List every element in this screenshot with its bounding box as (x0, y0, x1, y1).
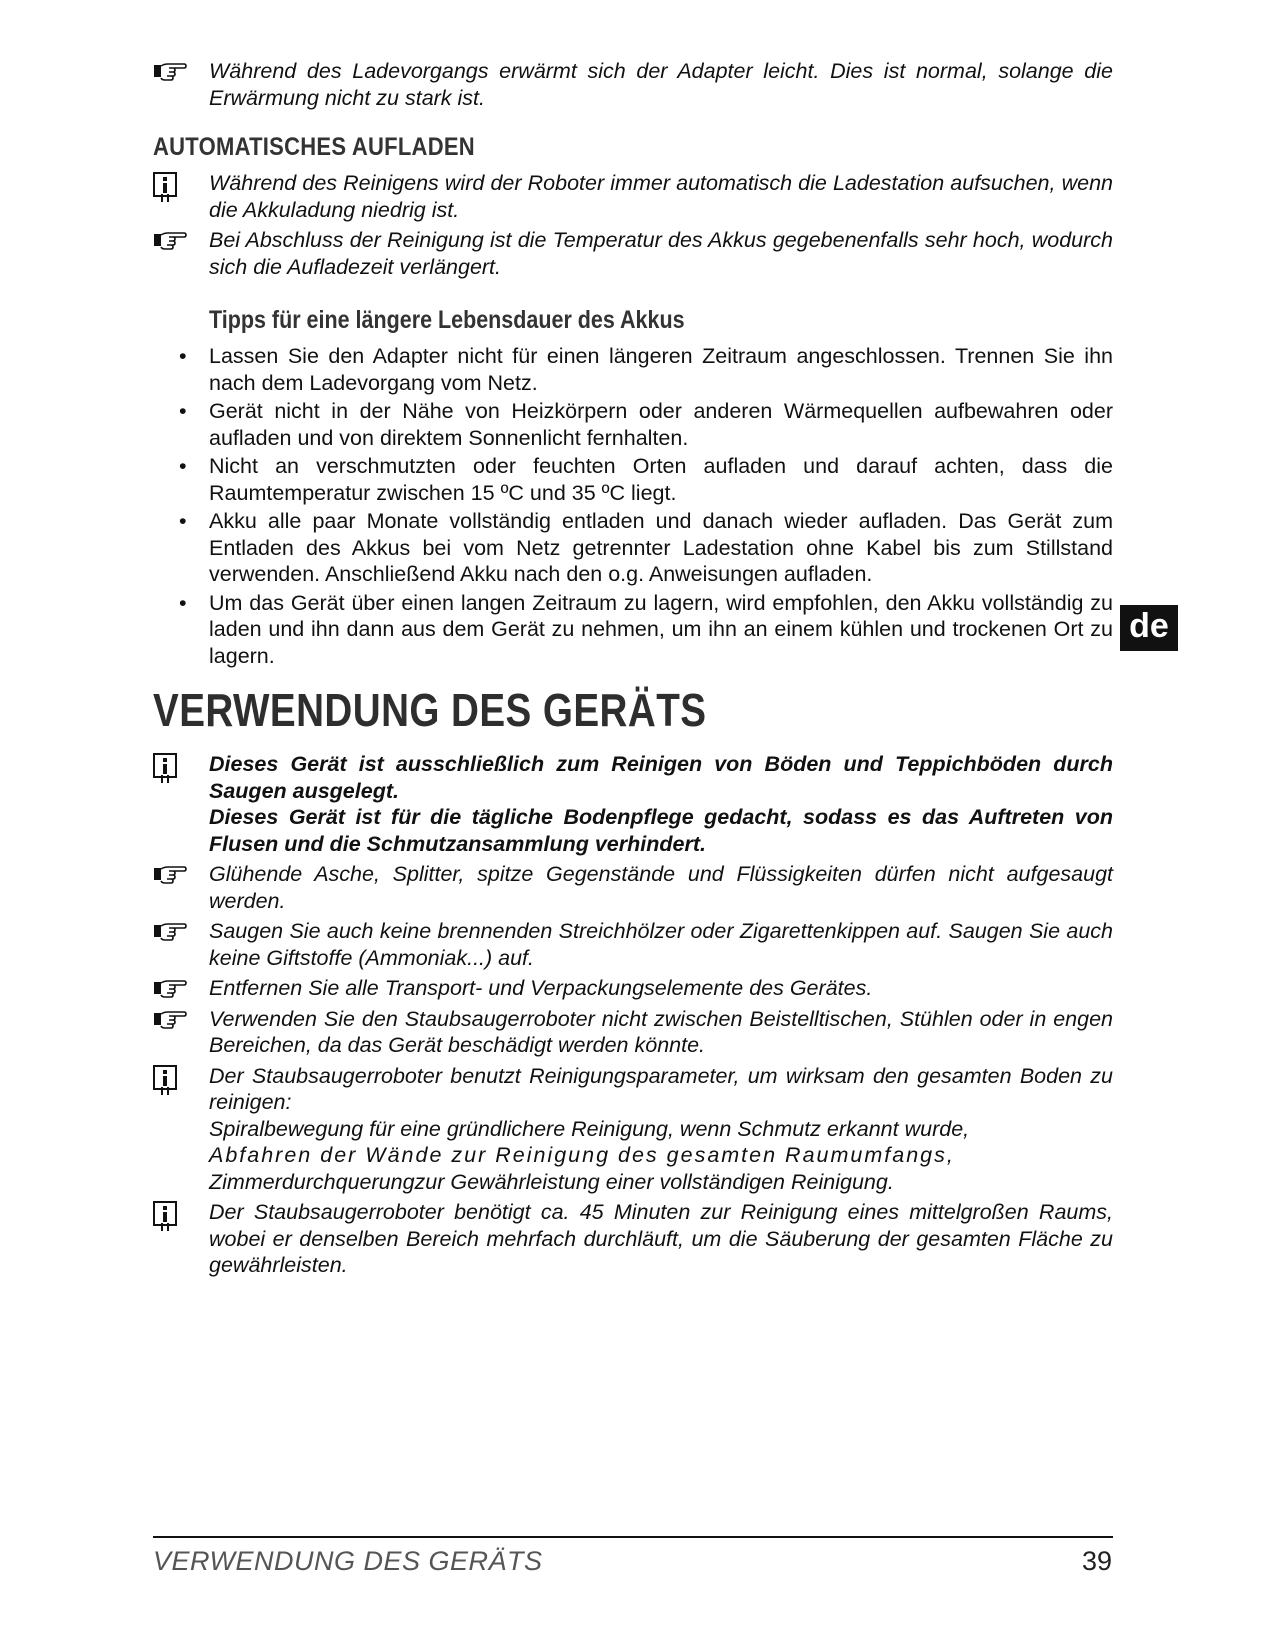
info-icon (153, 753, 177, 778)
note-text: Entfernen Sie alle Transport- und Verpackungselemente des Gerätes. (209, 976, 873, 1000)
note-text: Während des Reinigens wird der Roboter immer automatisch die Ladestation aufsuchen, wenn die Akkuladung niedrig ist. (209, 171, 1113, 222)
note-text: Verwenden Sie den Staubsaugerroboter nicht zwischen Beistelltischen, Stühlen oder in engen Bereichen, da das Gerät beschädigt werden könnte. (209, 1006, 1113, 1057)
section-heading: AUTOMATISCHES AUFLADEN (153, 133, 475, 161)
note-text: Dieses Gerät ist für die tägliche Bodenpflege gedacht, sodass es das Auftreten von Flusen und die Schmutzansammlung verhindert. (209, 805, 1113, 856)
language-tab: de (1120, 605, 1178, 651)
list-item: • Lassen Sie den Adapter nicht für einen längeren Zeitraum angeschlossen. Trennen Sie ihn nach dem Ladevorgang vom Netz. (153, 343, 1113, 396)
info-icon (153, 1065, 177, 1090)
warning-note (153, 227, 1113, 280)
note-text: Während des Ladevorgangs erwärmt sich der Adapter leicht. Dies ist normal, solange die Erwärmung nicht zu stark ist. (209, 59, 1113, 110)
note-text: Der Staubsaugerroboter benutzt Reinigungsparameter, um wirksam den gesamten Boden zu reinigen: (209, 1063, 1113, 1114)
tips-list (153, 343, 1113, 669)
note-text: Dieses Gerät ist ausschließlich zum Reinigen von Böden und Teppichböden durch Saugen ausgelegt. (209, 752, 1113, 803)
list-item: • Nicht an verschmutzten oder feuchten Orten aufladen und darauf achten, dass die Raumtemperatur zwischen 15 ºC und 35 ºC liegt. (153, 453, 1113, 506)
note-text: Glühende Asche, Splitter, spitze Gegenstände und Flüssigkeiten dürfen nicht aufgesaugt werden. (209, 862, 1113, 913)
page-title: VERWENDUNG DES GERÄTS (153, 684, 707, 736)
list-item: • Gerät nicht in der Nähe von Heizkörpern oder anderen Wärmequellen aufbewahren oder aufladen und von direktem Sonnenlicht fernhalten. (153, 398, 1113, 451)
footer-title: VERWENDUNG DES GERÄTS (153, 1546, 543, 1576)
info-icon (153, 1201, 177, 1226)
info-note (153, 170, 1113, 223)
pointing-hand-icon (153, 863, 187, 885)
pointing-hand-icon (153, 920, 187, 942)
info-note (153, 1199, 1113, 1279)
note-text: Spiralbewegung für eine gründlichere Reinigung, wenn Schmutz erkannt wurde, (209, 1116, 970, 1141)
warning-note (153, 58, 1113, 111)
note-text: Der Staubsaugerroboter benötigt ca. 45 Minuten zur Reinigung eines mittelgroßen Raums, wobei er denselben Bereich mehrfach durchläuft, um die Säuberung der gesamten Fläche zu gewährleisten. (209, 1200, 1113, 1277)
pointing-hand-icon (153, 60, 187, 82)
note-text: Zimmerdurchquerungzur Gewährleistung einer vollständigen Reinigung. (209, 1169, 894, 1194)
warning-note (153, 918, 1113, 971)
note-text: Bei Abschluss der Reinigung ist die Temperatur des Akkus gegebenenfalls sehr hoch, wodurch sich die Aufladezeit verlängert. (209, 228, 1113, 279)
info-icon (153, 172, 177, 197)
pointing-hand-icon (153, 1008, 187, 1030)
warning-note (153, 975, 1113, 1002)
info-note (153, 751, 1113, 857)
note-text: Saugen Sie auch keine brennenden Streichhölzer oder Zigarettenkippen auf. Saugen Sie auch keine Giftstoffe (Ammoniak...) auf. (209, 919, 1113, 970)
list-item: • Um das Gerät über einen langen Zeitraum zu lagern, wird empfohlen, den Akku vollständig zu laden und ihn dann aus dem Gerät zu nehmen, um ihn an einem kühlen und trockenen Ort zu lagern. (153, 590, 1113, 670)
warning-note (153, 861, 1113, 914)
page-content (153, 58, 1113, 1283)
note-text: Abfahren der Wände zur Reinigung des gesamten Raumumfangs, (209, 1143, 955, 1167)
info-note (153, 1063, 1113, 1196)
pointing-hand-icon (153, 229, 187, 251)
tips-heading: Tipps für eine längere Lebensdauer des Akkus (209, 306, 685, 334)
pointing-hand-icon (153, 977, 187, 999)
footer-divider (153, 1536, 1113, 1538)
page-number: 39 (1081, 1546, 1112, 1576)
list-item: • Akku alle paar Monate vollständig entladen und danach wieder aufladen. Das Gerät zum Entladen des Akkus bei vom Netz getrennter Ladestation ohne Kabel bis zum Stillstand verwenden. Anschließend Akku nach den o.g. Anweisungen aufladen. (153, 508, 1113, 588)
warning-note (153, 1006, 1113, 1059)
